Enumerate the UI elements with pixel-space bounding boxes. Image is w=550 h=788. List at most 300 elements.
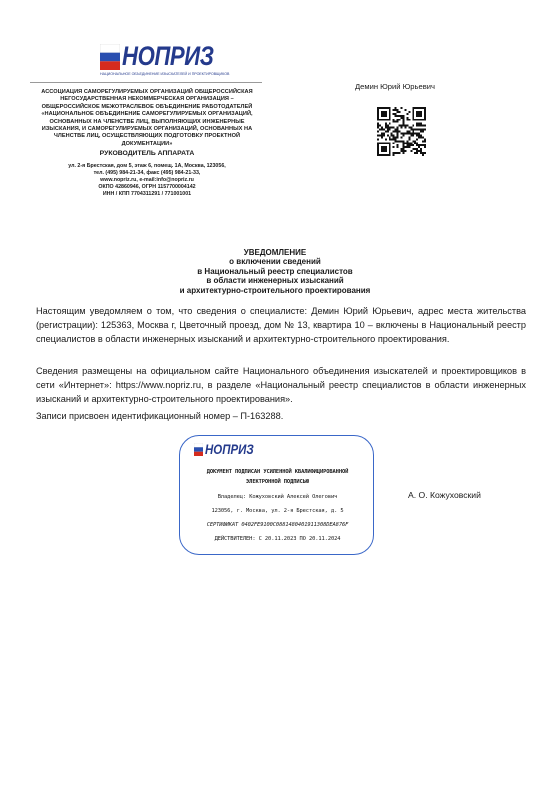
qr-module	[410, 134, 412, 136]
stamp-logo	[194, 441, 254, 459]
qr-module	[420, 119, 422, 121]
qr-module	[397, 132, 399, 134]
qr-module	[416, 111, 418, 113]
qr-module	[389, 150, 391, 152]
qr-module	[399, 152, 401, 154]
qr-module	[393, 152, 395, 154]
qr-module	[401, 127, 403, 129]
paragraph-text: Настоящим уведомляем о том, что сведения о специалисте: Демин Юрий Юрьевич, адрес места жительства (регистрации): 125363, Москва г, Цветочный проезд, дом № 13, квартира 10 – включены в Национальный реестр специалистов в области инженерных изысканий и архитектурно-строительного проектирования.	[36, 306, 526, 345]
qr-module	[401, 150, 403, 152]
qr-module	[420, 123, 422, 125]
qr-module	[418, 129, 420, 131]
qr-module	[418, 144, 420, 146]
qr-module	[424, 140, 426, 142]
qr-module	[416, 138, 418, 140]
qr-module	[377, 144, 379, 146]
qr-module	[385, 111, 387, 113]
qr-module	[393, 127, 395, 129]
address-line: ИНН / КПП 7704311291 / 771001001	[102, 191, 192, 197]
qr-module	[418, 123, 420, 125]
qr-module	[377, 154, 379, 156]
notice-paragraph-2	[36, 364, 526, 407]
qr-module	[385, 113, 387, 115]
qr-module	[397, 131, 399, 133]
qr-module	[424, 115, 426, 117]
qr-module	[377, 117, 379, 119]
qr-module	[414, 107, 416, 109]
qr-module	[408, 131, 410, 133]
qr-module	[402, 142, 404, 144]
qr-module	[412, 134, 414, 136]
org-line: ДОКУМЕНТАЦИИ»	[121, 140, 173, 147]
flag-icon	[100, 44, 120, 70]
qr-module	[424, 113, 426, 115]
qr-module	[377, 109, 379, 111]
qr-module	[389, 152, 391, 154]
qr-module	[416, 148, 418, 150]
qr-module	[408, 138, 410, 140]
qr-module	[406, 125, 408, 127]
qr-module	[410, 142, 412, 144]
qr-module	[385, 107, 387, 109]
qr-module	[412, 111, 414, 113]
qr-module	[389, 127, 391, 129]
qr-module	[389, 142, 391, 144]
organization-address	[34, 163, 260, 198]
qr-module	[414, 132, 416, 134]
qr-module	[379, 107, 381, 109]
qr-module	[385, 138, 387, 140]
qr-module	[393, 119, 395, 121]
org-line: НЕГОСУДАРСТВЕННАЯ НЕКОММЕРЧЕСКАЯ ОРГАНИЗАЦИЯ –	[60, 96, 234, 103]
qr-module	[395, 152, 397, 154]
qr-module	[418, 132, 420, 134]
qr-module	[424, 138, 426, 140]
qr-module	[420, 115, 422, 117]
qr-module	[377, 131, 379, 133]
qr-module	[414, 129, 416, 131]
notice-title-line: и архитектурно-строительного проектирования	[179, 285, 371, 295]
qr-module	[402, 152, 404, 154]
qr-module	[401, 115, 403, 117]
qr-module	[418, 125, 420, 127]
qr-module	[383, 129, 385, 131]
qr-module	[418, 134, 420, 136]
qr-module	[420, 152, 422, 154]
qr-module	[377, 146, 379, 148]
qr-module	[399, 131, 401, 133]
qr-module	[381, 119, 383, 121]
stamp-certificate: СЕРТИФИКАТ 0402FE9100C0881480401911308DEA876F	[206, 522, 349, 528]
notice-paragraph-3	[36, 409, 526, 423]
qr-module	[416, 144, 418, 146]
org-line: АССОЦИАЦИЯ САМОРЕГУЛИРУЕМЫХ ОРГАНИЗАЦИЙ ОБЩЕРОССИЙСКАЯ	[41, 89, 253, 95]
qr-module	[424, 125, 426, 127]
qr-module	[420, 129, 422, 131]
qr-module	[408, 132, 410, 134]
qr-module	[401, 117, 403, 119]
notice-title-line: в области инженерных изысканий	[206, 276, 344, 286]
qr-module	[416, 134, 418, 136]
qr-module	[395, 136, 397, 138]
qr-module	[406, 140, 408, 142]
qr-module	[416, 142, 418, 144]
qr-module	[385, 154, 387, 156]
qr-module	[408, 127, 410, 129]
qr-module	[422, 107, 424, 109]
qr-module	[389, 123, 391, 125]
qr-module	[404, 127, 406, 129]
qr-module	[399, 111, 401, 113]
qr-module	[389, 111, 391, 113]
qr-module	[377, 115, 379, 117]
flag-icon	[194, 443, 203, 456]
qr-module	[422, 125, 424, 127]
qr-module	[414, 152, 416, 154]
signer-name: А. О. Кожуховский	[408, 490, 481, 500]
qr-module	[391, 138, 393, 140]
qr-module	[377, 142, 379, 144]
qr-module	[387, 131, 389, 133]
qr-module	[406, 144, 408, 146]
qr-module	[408, 136, 410, 138]
qr-module	[410, 132, 412, 134]
stamp-wordmark: НОПРИЗ	[205, 441, 254, 457]
qr-module	[408, 119, 410, 121]
address-line: тел. (495) 984-21-34, факс (495) 984-21-33,	[93, 170, 201, 176]
qr-module	[389, 115, 391, 117]
qr-module	[402, 123, 404, 125]
qr-module	[422, 144, 424, 146]
qr-module	[416, 115, 418, 117]
qr-module	[424, 109, 426, 111]
qr-module	[404, 132, 406, 134]
qr-module	[383, 115, 385, 117]
qr-module	[397, 146, 399, 148]
qr-module	[389, 109, 391, 111]
qr-module	[410, 144, 412, 146]
qr-module	[397, 144, 399, 146]
qr-module	[383, 132, 385, 134]
qr-module	[377, 134, 379, 136]
qr-module	[420, 144, 422, 146]
notice-title-line: о включении сведений	[229, 257, 321, 267]
qr-module	[397, 121, 399, 123]
qr-module	[410, 150, 412, 152]
qr-module	[395, 115, 397, 117]
qr-module	[377, 119, 379, 121]
notice-title	[150, 248, 400, 295]
qr-module	[406, 119, 408, 121]
qr-module	[402, 134, 404, 136]
qr-module	[402, 121, 404, 123]
qr-module	[387, 154, 389, 156]
qr-module	[379, 119, 381, 121]
qr-module	[408, 146, 410, 148]
qr-module	[418, 136, 420, 138]
qr-module	[404, 146, 406, 148]
paragraph-text: Сведения размещены на официальном сайте Национального объединения изыскателей и проектировщиков в сети «Интернет»: https://www.nopriz.ru, в разделе «Национальный реестр специалистов в области инженерных изысканий и архитектурно-строительного проектирования».	[36, 366, 526, 405]
qr-module	[383, 148, 385, 150]
qr-module	[410, 127, 412, 129]
qr-module	[397, 115, 399, 117]
qr-module	[414, 119, 416, 121]
qr-module	[381, 142, 383, 144]
qr-module	[377, 148, 379, 150]
qr-module	[379, 154, 381, 156]
qr-module	[389, 107, 391, 109]
qr-module	[385, 125, 387, 127]
qr-module	[422, 140, 424, 142]
qr-module	[401, 136, 403, 138]
qr-module	[387, 125, 389, 127]
qr-module	[395, 131, 397, 133]
qr-module	[377, 111, 379, 113]
qr-module	[393, 146, 395, 148]
qr-module	[393, 121, 395, 123]
qr-module	[412, 148, 414, 150]
qr-module	[412, 107, 414, 109]
qr-module	[414, 148, 416, 150]
qr-module	[383, 107, 385, 109]
qr-module	[397, 140, 399, 142]
qr-module	[391, 127, 393, 129]
qr-module	[389, 138, 391, 140]
qr-module	[420, 125, 422, 127]
qr-module	[408, 144, 410, 146]
qr-module	[393, 134, 395, 136]
qr-module	[402, 117, 404, 119]
qr-module	[420, 148, 422, 150]
qr-module	[422, 131, 424, 133]
qr-module	[404, 142, 406, 144]
qr-module	[402, 125, 404, 127]
qr-module	[399, 119, 401, 121]
qr-module	[377, 138, 379, 140]
qr-module	[416, 113, 418, 115]
qr-module	[377, 123, 379, 125]
qr-module	[383, 154, 385, 156]
qr-module	[389, 146, 391, 148]
paragraph-text: Записи присвоен идентификационный номер – П-163288.	[36, 411, 284, 421]
qr-module	[377, 127, 379, 129]
qr-module	[422, 129, 424, 131]
qr-module	[420, 131, 422, 133]
qr-module	[393, 154, 395, 156]
qr-module	[412, 140, 414, 142]
qr-module	[408, 111, 410, 113]
qr-module	[412, 144, 414, 146]
stamp-owner: Владелец: Кожуховский Алексей Олегович	[217, 494, 338, 500]
org-line: ОБЩЕРОССИЙСКОЕ МЕЖОТРАСЛЕВОЕ ОБЪЕДИНЕНИЕ РАБОТОДАТЕЛЕЙ	[41, 103, 253, 110]
qr-module	[395, 109, 397, 111]
qr-module	[377, 150, 379, 152]
qr-module	[397, 119, 399, 121]
qr-module	[383, 142, 385, 144]
qr-module	[381, 115, 383, 117]
qr-module	[412, 109, 414, 111]
qr-module	[408, 142, 410, 144]
header-divider	[30, 82, 262, 83]
qr-module	[389, 113, 391, 115]
qr-module	[406, 142, 408, 144]
qr-module	[418, 107, 420, 109]
qr-module	[389, 129, 391, 131]
qr-module	[395, 113, 397, 115]
address-line: www.nopriz.ru, e-mail:info@nopriz.ru	[100, 177, 194, 183]
qr-module	[416, 132, 418, 134]
qr-module	[402, 119, 404, 121]
qr-module	[402, 150, 404, 152]
qr-module	[383, 146, 385, 148]
qr-module	[385, 148, 387, 150]
qr-module	[424, 152, 426, 154]
qr-module	[381, 136, 383, 138]
qr-module	[402, 148, 404, 150]
qr-module	[385, 146, 387, 148]
qr-module	[391, 132, 393, 134]
qr-module	[397, 152, 399, 154]
qr-module	[412, 131, 414, 133]
qr-module	[393, 113, 395, 115]
stamp-validity: ДЕЙСТВИТЕЛЕН: С 20.11.2023 ПО 20.11.2024	[214, 536, 341, 542]
qr-module	[381, 129, 383, 131]
qr-module	[406, 131, 408, 133]
qr-module	[379, 129, 381, 131]
qr-module	[387, 129, 389, 131]
qr-module	[393, 136, 395, 138]
qr-module	[424, 119, 426, 121]
qr-module	[418, 146, 420, 148]
qr-module	[383, 119, 385, 121]
qr-module	[381, 107, 383, 109]
qr-module	[402, 146, 404, 148]
qr-module	[401, 132, 403, 134]
qr-module	[397, 129, 399, 131]
qr-module	[387, 107, 389, 109]
logo-wordmark: НОПРИЗ	[122, 41, 214, 71]
qr-module	[379, 134, 381, 136]
qr-module	[385, 123, 387, 125]
qr-module	[381, 154, 383, 156]
qr-module	[389, 148, 391, 150]
qr-module	[406, 132, 408, 134]
qr-module	[414, 142, 416, 144]
qr-module	[424, 144, 426, 146]
qr-module	[416, 123, 418, 125]
qr-module	[393, 131, 395, 133]
qr-module	[412, 129, 414, 131]
qr-module	[393, 138, 395, 140]
qr-module	[389, 154, 391, 156]
qr-module	[410, 129, 412, 131]
qr-module	[389, 136, 391, 138]
qr-module	[385, 127, 387, 129]
qr-module	[397, 134, 399, 136]
qr-module	[397, 111, 399, 113]
qr-module	[416, 150, 418, 152]
qr-module	[385, 150, 387, 152]
qr-module	[377, 107, 379, 109]
qr-module	[416, 107, 418, 109]
qr-module	[420, 150, 422, 152]
electronic-signature-stamp	[179, 435, 374, 555]
qr-module	[418, 119, 420, 121]
qr-module	[416, 129, 418, 131]
recipient-name: Демин Юрий Юрьевич	[355, 82, 435, 91]
qr-module	[422, 119, 424, 121]
address-line: ул. 2-я Брестская, дом 5, этаж 6, помещ. 1А, Москва, 123056,	[68, 163, 226, 169]
qr-module	[404, 125, 406, 127]
qr-module	[422, 136, 424, 138]
qr-module	[389, 119, 391, 121]
qr-module	[424, 129, 426, 131]
qr-module	[385, 142, 387, 144]
qr-module	[379, 125, 381, 127]
qr-module	[418, 113, 420, 115]
qr-module	[393, 142, 395, 144]
qr-code	[377, 107, 426, 156]
qr-module	[401, 140, 403, 142]
qr-module	[418, 111, 420, 113]
qr-module	[399, 140, 401, 142]
qr-module	[381, 150, 383, 152]
qr-module	[418, 150, 420, 152]
qr-module	[379, 142, 381, 144]
qr-module	[420, 136, 422, 138]
qr-module	[420, 134, 422, 136]
qr-module	[381, 113, 383, 115]
logo-subtitle: НАЦИОНАЛЬНОЕ ОБЪЕДИНЕНИЕ ИЗЫСКАТЕЛЕЙ И ПРОЕКТИРОВЩИКОВ	[100, 72, 230, 76]
org-line: ИЗЫСКАНИЯ, И САМОРЕГУЛИРУЕМЫХ ОРГАНИЗАЦИЙ, ОСНОВАННЫХ НА	[41, 126, 253, 133]
qr-module	[424, 107, 426, 109]
qr-module	[412, 119, 414, 121]
qr-module	[381, 132, 383, 134]
qr-module	[420, 107, 422, 109]
qr-module	[424, 146, 426, 148]
qr-module	[385, 115, 387, 117]
qr-module	[395, 140, 397, 142]
qr-module	[424, 111, 426, 113]
qr-module	[381, 146, 383, 148]
qr-module	[395, 121, 397, 123]
qr-module	[414, 140, 416, 142]
notice-paragraph-1	[36, 304, 526, 347]
org-line: «НАЦИОНАЛЬНОЕ ОБЪЕДИНЕНИЕ САМОРЕГУЛИРУЕМЫХ ОРГАНИЗАЦИЙ,	[41, 111, 253, 118]
qr-module	[395, 107, 397, 109]
qr-module	[420, 113, 422, 115]
qr-module	[420, 111, 422, 113]
qr-module	[402, 115, 404, 117]
notice-title-line: в Национальный реестр специалистов	[197, 266, 353, 276]
qr-module	[377, 125, 379, 127]
qr-module	[401, 107, 403, 109]
qr-module	[387, 142, 389, 144]
qr-module	[397, 136, 399, 138]
org-line: ЧЛЕНСТВЕ ЛИЦ, ОСУЩЕСТВЛЯЮЩИХ ПОДГОТОВКУ ПРОЕКТНОЙ	[53, 133, 241, 140]
qr-module	[401, 125, 403, 127]
stamp-caption: ЭЛЕКТРОННОЙ ПОДПИСЬЮ	[246, 479, 309, 485]
stamp-caption: ДОКУМЕНТ ПОДПИСАН УСИЛЕННОЙ КВАЛИФИЦИРОВАННОЙ	[206, 469, 349, 475]
organization-name	[34, 89, 260, 148]
qr-module	[393, 109, 395, 111]
qr-module	[381, 111, 383, 113]
qr-module	[404, 109, 406, 111]
qr-module	[402, 132, 404, 134]
qr-module	[402, 144, 404, 146]
address-line: ОКПО 42860946, ОГРН 1157700004142	[98, 184, 196, 190]
qr-module	[377, 152, 379, 154]
